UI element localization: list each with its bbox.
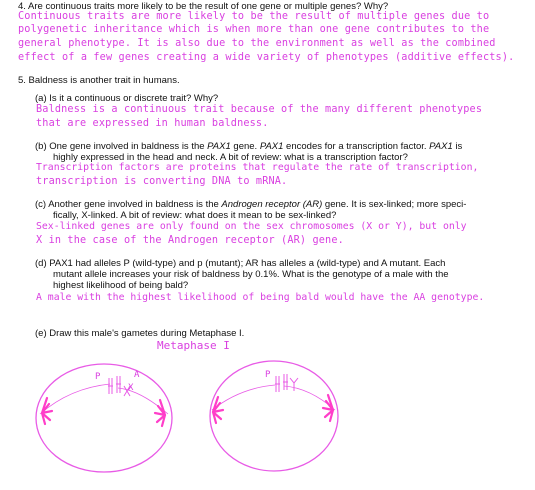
cell-2-centrosome-left xyxy=(213,397,223,423)
gene-pax1: PAX1 xyxy=(259,141,284,152)
cell-2-centrosome-right xyxy=(323,395,333,421)
cell-1-label-p: P xyxy=(95,372,101,382)
cell-1-chromosomes xyxy=(108,376,130,396)
question-5c-line-1: (c) Another gene involved in baldness is the Androgen receptor (AR) gene. It is sex-linked; more speci- xyxy=(35,199,467,210)
q5a-answer-line-2: that are expressed in human baldness. xyxy=(36,118,269,129)
q5a-answer-line-1: Baldness is a continuous trait because of the many different phenotypes xyxy=(36,104,483,115)
q5b-answer-line-1: Transcription factors are proteins that regulate the rate of transcription, xyxy=(36,162,479,173)
gene-pax1: PAX1 xyxy=(429,141,453,152)
question-5e: (e) Draw this male's gametes during Metaphase I. xyxy=(35,328,245,339)
q5c-answer-line-2: X in the case of the Androgen receptor (AR) gene. xyxy=(36,235,344,246)
question-5b-line-2: highly expressed in the head and neck. A bit of review: what is a transcription factor? xyxy=(53,152,408,163)
q4-answer-line-1: Continuous traits are more likely to be the result of multiple genes due to xyxy=(18,11,490,22)
q4-answer-line-2: polygenetic inheritance which is when more than one gene contributes to the xyxy=(18,24,490,35)
cell-1-spindle-left xyxy=(40,384,110,414)
gene-pax1: PAX1 xyxy=(207,141,231,152)
question-5d-line-3: highest likelihood of being bald? xyxy=(53,280,189,291)
cell-1-membrane xyxy=(36,364,172,472)
cell-1-centrosome-right xyxy=(155,400,165,426)
cell-2-spindle-right xyxy=(284,386,335,410)
cell-2-label-p: P xyxy=(265,370,271,380)
gene-androgen-receptor: Androgen receptor (AR) xyxy=(221,199,323,210)
question-5d-line-1: (d) PAX1 had alleles P (wild-type) and p (mutant); AR has alleles a (wild-type) and A mutant. Each xyxy=(35,258,446,269)
q5b-answer-line-2: transcription is converting DNA to mRNA. xyxy=(36,176,288,187)
question-5b-line-1: (b) One gene involved in baldness is the PAX1 gene. PAX1 encodes for a transcription factor. PAX1 is xyxy=(35,141,463,152)
q4-answer-line-4: effect of a few genes creating a wide variety of phenotypes (additive effects). xyxy=(18,52,515,63)
q4-answer-line-3: general phenotype. It is also due to the environment as well as the combined xyxy=(18,38,496,49)
question-5c-line-2: fically, X-linked. A bit of review: what does it mean to be sex-linked? xyxy=(53,210,337,221)
question-5-title: 5. Baldness is another trait in humans. xyxy=(18,75,180,86)
q5d-answer: A male with the highest likelihood of being bald would have the AA genotype. xyxy=(36,292,485,303)
q5c-answer-line-1: Sex-linked genes are only found on the sex chromosomes (X or Y), but only xyxy=(36,221,467,232)
cell-2-membrane xyxy=(210,361,338,471)
cell-1-centrosome-left xyxy=(42,398,52,424)
question-5a: (a) Is it a continuous or discrete trait? Why? xyxy=(35,93,219,104)
question-5d-line-2: mutant allele increases your risk of baldness by 0.1%. What is the genotype of a male with the xyxy=(53,269,449,280)
cell-2-chromosomes xyxy=(275,374,298,392)
cell-1-label-x: X xyxy=(128,383,134,393)
cell-1-label-a: A xyxy=(134,370,140,380)
drawing-label-metaphase: Metaphase I xyxy=(157,339,230,352)
question-4: 4. Are continuous traits more likely to be the result of one gene or multiple genes? Why? xyxy=(18,1,389,12)
cell-2-spindle-left xyxy=(212,385,275,410)
